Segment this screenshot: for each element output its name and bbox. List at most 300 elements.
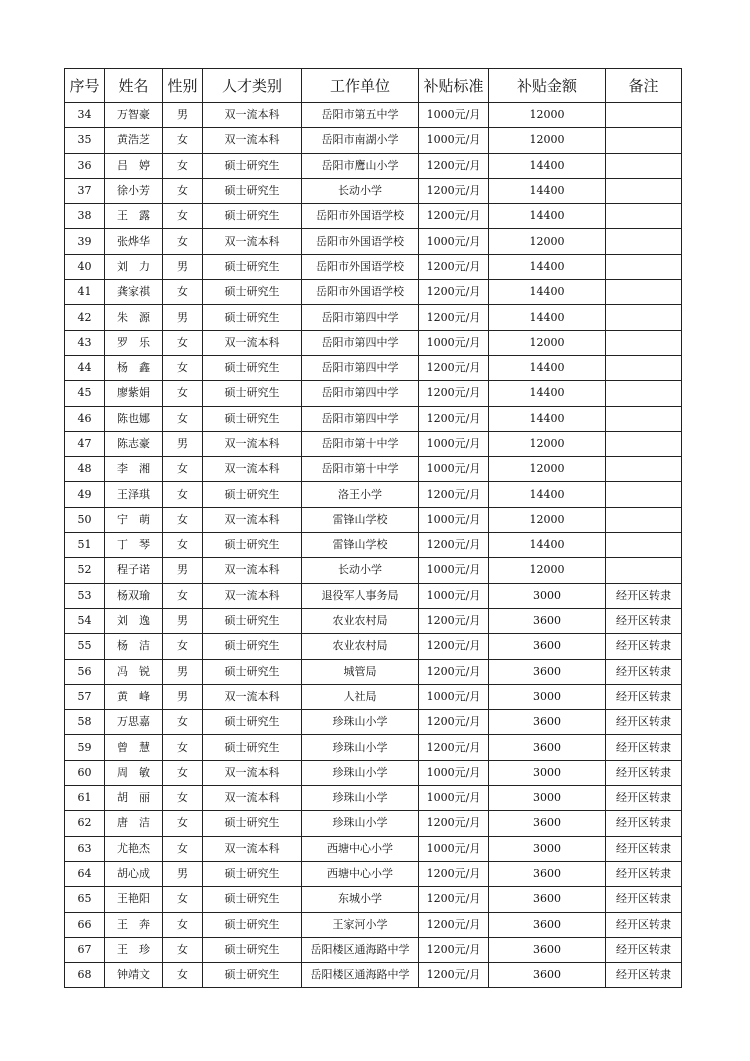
cell-name: 曾 慧	[105, 735, 163, 760]
cell-name: 杨 洁	[105, 634, 163, 659]
cell-index: 40	[65, 254, 105, 279]
cell-work-unit: 珍珠山小学	[302, 710, 419, 735]
cell-name: 张烨华	[105, 229, 163, 254]
cell-gender: 女	[163, 178, 203, 203]
cell-talent-category: 硕士研究生	[203, 887, 302, 912]
header-subsidy-amount: 补贴金额	[489, 69, 606, 103]
cell-name: 陈也娜	[105, 406, 163, 431]
cell-talent-category: 硕士研究生	[203, 254, 302, 279]
cell-name: 尤艳杰	[105, 836, 163, 861]
cell-remarks: 经开区转隶	[606, 684, 682, 709]
cell-talent-category: 双一流本科	[203, 558, 302, 583]
cell-name: 万思嘉	[105, 710, 163, 735]
cell-subsidy-amount: 12000	[489, 507, 606, 532]
header-work-unit: 工作单位	[302, 69, 419, 103]
cell-subsidy-amount: 12000	[489, 457, 606, 482]
table-row	[65, 229, 682, 254]
cell-index: 38	[65, 204, 105, 229]
cell-subsidy-standard: 1000元/月	[419, 103, 489, 128]
cell-remarks	[606, 254, 682, 279]
cell-subsidy-standard: 1200元/月	[419, 482, 489, 507]
cell-index: 64	[65, 861, 105, 886]
cell-subsidy-amount: 14400	[489, 280, 606, 305]
cell-name: 胡 丽	[105, 786, 163, 811]
cell-talent-category: 双一流本科	[203, 507, 302, 532]
cell-index: 46	[65, 406, 105, 431]
cell-subsidy-amount: 12000	[489, 128, 606, 153]
table-row	[65, 406, 682, 431]
cell-name: 龚家祺	[105, 280, 163, 305]
cell-name: 杨双瑜	[105, 583, 163, 608]
cell-talent-category: 双一流本科	[203, 330, 302, 355]
subsidy-roster-table	[64, 68, 682, 988]
table-row	[65, 103, 682, 128]
cell-work-unit: 农业农村局	[302, 608, 419, 633]
cell-gender: 女	[163, 634, 203, 659]
cell-index: 41	[65, 280, 105, 305]
cell-remarks	[606, 482, 682, 507]
cell-name: 刘 逸	[105, 608, 163, 633]
header-name: 姓名	[105, 69, 163, 103]
cell-name: 王泽琪	[105, 482, 163, 507]
cell-talent-category: 硕士研究生	[203, 204, 302, 229]
cell-index: 52	[65, 558, 105, 583]
table-row	[65, 254, 682, 279]
cell-gender: 女	[163, 406, 203, 431]
cell-subsidy-standard: 1200元/月	[419, 280, 489, 305]
cell-gender: 男	[163, 861, 203, 886]
cell-name: 唐 洁	[105, 811, 163, 836]
cell-gender: 男	[163, 558, 203, 583]
cell-talent-category: 硕士研究生	[203, 406, 302, 431]
cell-name: 王 奔	[105, 912, 163, 937]
header-gender: 性别	[163, 69, 203, 103]
cell-subsidy-amount: 3000	[489, 786, 606, 811]
cell-subsidy-amount: 3600	[489, 608, 606, 633]
cell-subsidy-amount: 14400	[489, 381, 606, 406]
table-row	[65, 204, 682, 229]
cell-work-unit: 岳阳市第五中学	[302, 103, 419, 128]
cell-gender: 女	[163, 229, 203, 254]
cell-subsidy-standard: 1200元/月	[419, 659, 489, 684]
cell-subsidy-amount: 3000	[489, 836, 606, 861]
cell-index: 48	[65, 457, 105, 482]
cell-work-unit: 人社局	[302, 684, 419, 709]
cell-remarks	[606, 457, 682, 482]
cell-work-unit: 岳阳楼区通海路中学	[302, 937, 419, 962]
cell-subsidy-standard: 1200元/月	[419, 963, 489, 988]
cell-gender: 女	[163, 583, 203, 608]
cell-subsidy-amount: 14400	[489, 305, 606, 330]
cell-remarks	[606, 204, 682, 229]
cell-work-unit: 岳阳市第十中学	[302, 431, 419, 456]
cell-work-unit: 岳阳市第四中学	[302, 406, 419, 431]
cell-index: 51	[65, 533, 105, 558]
cell-name: 刘 力	[105, 254, 163, 279]
cell-index: 68	[65, 963, 105, 988]
cell-work-unit: 岳阳市外国语学校	[302, 229, 419, 254]
cell-gender: 女	[163, 786, 203, 811]
cell-talent-category: 硕士研究生	[203, 178, 302, 203]
cell-subsidy-standard: 1200元/月	[419, 381, 489, 406]
cell-index: 67	[65, 937, 105, 962]
cell-subsidy-standard: 1200元/月	[419, 178, 489, 203]
table-row	[65, 305, 682, 330]
cell-subsidy-amount: 12000	[489, 558, 606, 583]
cell-name: 丁 琴	[105, 533, 163, 558]
cell-subsidy-amount: 3000	[489, 583, 606, 608]
cell-subsidy-amount: 3600	[489, 634, 606, 659]
cell-work-unit: 雷锋山学校	[302, 507, 419, 532]
cell-subsidy-amount: 12000	[489, 431, 606, 456]
cell-gender: 女	[163, 912, 203, 937]
cell-gender: 女	[163, 710, 203, 735]
cell-index: 60	[65, 760, 105, 785]
cell-subsidy-amount: 3000	[489, 684, 606, 709]
cell-talent-category: 硕士研究生	[203, 659, 302, 684]
cell-subsidy-standard: 1000元/月	[419, 330, 489, 355]
table-row	[65, 608, 682, 633]
cell-subsidy-standard: 1200元/月	[419, 735, 489, 760]
cell-remarks	[606, 355, 682, 380]
cell-work-unit: 洛王小学	[302, 482, 419, 507]
cell-work-unit: 岳阳市外国语学校	[302, 280, 419, 305]
cell-remarks: 经开区转隶	[606, 786, 682, 811]
cell-work-unit: 岳阳楼区通海路中学	[302, 963, 419, 988]
cell-work-unit: 长动小学	[302, 178, 419, 203]
cell-subsidy-amount: 12000	[489, 330, 606, 355]
cell-talent-category: 双一流本科	[203, 836, 302, 861]
cell-name: 宁 萌	[105, 507, 163, 532]
cell-gender: 女	[163, 507, 203, 532]
cell-gender: 女	[163, 457, 203, 482]
table-row	[65, 659, 682, 684]
cell-work-unit: 珍珠山小学	[302, 735, 419, 760]
cell-name: 朱 源	[105, 305, 163, 330]
cell-work-unit: 退役军人事务局	[302, 583, 419, 608]
cell-gender: 男	[163, 684, 203, 709]
table-row	[65, 583, 682, 608]
cell-remarks	[606, 533, 682, 558]
cell-remarks: 经开区转隶	[606, 811, 682, 836]
cell-gender: 女	[163, 381, 203, 406]
cell-subsidy-amount: 3600	[489, 710, 606, 735]
cell-talent-category: 硕士研究生	[203, 482, 302, 507]
cell-remarks: 经开区转隶	[606, 608, 682, 633]
cell-work-unit: 岳阳市第四中学	[302, 330, 419, 355]
cell-talent-category: 双一流本科	[203, 583, 302, 608]
cell-subsidy-standard: 1200元/月	[419, 811, 489, 836]
cell-talent-category: 双一流本科	[203, 457, 302, 482]
cell-work-unit: 岳阳市第四中学	[302, 381, 419, 406]
table-row	[65, 457, 682, 482]
cell-subsidy-standard: 1200元/月	[419, 406, 489, 431]
table-row	[65, 684, 682, 709]
cell-remarks: 经开区转隶	[606, 887, 682, 912]
cell-index: 62	[65, 811, 105, 836]
cell-work-unit: 珍珠山小学	[302, 811, 419, 836]
cell-name: 李 湘	[105, 457, 163, 482]
cell-talent-category: 硕士研究生	[203, 912, 302, 937]
cell-talent-category: 硕士研究生	[203, 355, 302, 380]
cell-talent-category: 硕士研究生	[203, 608, 302, 633]
cell-index: 54	[65, 608, 105, 633]
cell-remarks	[606, 103, 682, 128]
table-row	[65, 280, 682, 305]
cell-subsidy-standard: 1000元/月	[419, 507, 489, 532]
cell-talent-category: 硕士研究生	[203, 305, 302, 330]
cell-index: 47	[65, 431, 105, 456]
cell-subsidy-standard: 1200元/月	[419, 204, 489, 229]
cell-remarks	[606, 280, 682, 305]
cell-remarks: 经开区转隶	[606, 861, 682, 886]
cell-gender: 女	[163, 811, 203, 836]
cell-name: 廖紫娟	[105, 381, 163, 406]
cell-subsidy-amount: 14400	[489, 482, 606, 507]
table-row	[65, 887, 682, 912]
cell-subsidy-amount: 3600	[489, 659, 606, 684]
header-index: 序号	[65, 69, 105, 103]
cell-subsidy-standard: 1200元/月	[419, 861, 489, 886]
cell-name: 陈志豪	[105, 431, 163, 456]
cell-subsidy-standard: 1200元/月	[419, 710, 489, 735]
cell-remarks: 经开区转隶	[606, 583, 682, 608]
cell-subsidy-standard: 1200元/月	[419, 355, 489, 380]
cell-index: 57	[65, 684, 105, 709]
cell-name: 王 露	[105, 204, 163, 229]
cell-name: 罗 乐	[105, 330, 163, 355]
cell-gender: 女	[163, 280, 203, 305]
cell-gender: 女	[163, 204, 203, 229]
cell-work-unit: 岳阳市第四中学	[302, 305, 419, 330]
table-row	[65, 786, 682, 811]
cell-talent-category: 硕士研究生	[203, 937, 302, 962]
cell-gender: 男	[163, 659, 203, 684]
table-row	[65, 811, 682, 836]
cell-work-unit: 长动小学	[302, 558, 419, 583]
header-remarks: 备注	[606, 69, 682, 103]
cell-subsidy-amount: 14400	[489, 533, 606, 558]
cell-subsidy-amount: 3600	[489, 811, 606, 836]
cell-subsidy-standard: 1000元/月	[419, 583, 489, 608]
cell-name: 王 珍	[105, 937, 163, 962]
cell-work-unit: 农业农村局	[302, 634, 419, 659]
table-row	[65, 482, 682, 507]
table-row	[65, 330, 682, 355]
header-talent-category: 人才类别	[203, 69, 302, 103]
table-row	[65, 507, 682, 532]
cell-remarks: 经开区转隶	[606, 735, 682, 760]
cell-talent-category: 双一流本科	[203, 229, 302, 254]
cell-gender: 男	[163, 254, 203, 279]
cell-gender: 女	[163, 153, 203, 178]
cell-index: 50	[65, 507, 105, 532]
cell-index: 44	[65, 355, 105, 380]
table-header-row	[65, 69, 682, 103]
cell-index: 55	[65, 634, 105, 659]
cell-remarks	[606, 128, 682, 153]
cell-remarks: 经开区转隶	[606, 937, 682, 962]
cell-subsidy-standard: 1000元/月	[419, 229, 489, 254]
cell-index: 49	[65, 482, 105, 507]
cell-name: 程子诺	[105, 558, 163, 583]
table-row	[65, 355, 682, 380]
cell-subsidy-amount: 3600	[489, 937, 606, 962]
cell-gender: 女	[163, 128, 203, 153]
cell-talent-category: 硕士研究生	[203, 153, 302, 178]
table-row	[65, 558, 682, 583]
cell-index: 63	[65, 836, 105, 861]
cell-subsidy-standard: 1200元/月	[419, 937, 489, 962]
table-row	[65, 178, 682, 203]
cell-remarks: 经开区转隶	[606, 836, 682, 861]
cell-talent-category: 硕士研究生	[203, 963, 302, 988]
cell-remarks	[606, 558, 682, 583]
cell-gender: 女	[163, 836, 203, 861]
cell-remarks	[606, 178, 682, 203]
cell-talent-category: 双一流本科	[203, 684, 302, 709]
cell-subsidy-standard: 1000元/月	[419, 760, 489, 785]
cell-remarks: 经开区转隶	[606, 634, 682, 659]
cell-work-unit: 岳阳市外国语学校	[302, 254, 419, 279]
cell-index: 66	[65, 912, 105, 937]
cell-subsidy-standard: 1000元/月	[419, 558, 489, 583]
cell-gender: 女	[163, 482, 203, 507]
header-subsidy-standard: 补贴标准	[419, 69, 489, 103]
cell-talent-category: 硕士研究生	[203, 634, 302, 659]
cell-gender: 女	[163, 330, 203, 355]
cell-subsidy-standard: 1200元/月	[419, 305, 489, 330]
cell-remarks: 经开区转隶	[606, 912, 682, 937]
cell-remarks: 经开区转隶	[606, 963, 682, 988]
table-row	[65, 381, 682, 406]
cell-work-unit: 东城小学	[302, 887, 419, 912]
cell-name: 钟靖文	[105, 963, 163, 988]
cell-index: 37	[65, 178, 105, 203]
cell-remarks	[606, 229, 682, 254]
table-row	[65, 153, 682, 178]
cell-index: 43	[65, 330, 105, 355]
cell-work-unit: 城管局	[302, 659, 419, 684]
cell-subsidy-standard: 1200元/月	[419, 634, 489, 659]
cell-work-unit: 岳阳市鹰山小学	[302, 153, 419, 178]
cell-name: 周 敏	[105, 760, 163, 785]
table-row	[65, 710, 682, 735]
cell-subsidy-amount: 14400	[489, 254, 606, 279]
cell-work-unit: 雷锋山学校	[302, 533, 419, 558]
cell-gender: 男	[163, 103, 203, 128]
cell-subsidy-amount: 3600	[489, 963, 606, 988]
cell-index: 36	[65, 153, 105, 178]
cell-talent-category: 双一流本科	[203, 786, 302, 811]
cell-gender: 女	[163, 735, 203, 760]
cell-subsidy-standard: 1200元/月	[419, 153, 489, 178]
cell-talent-category: 硕士研究生	[203, 861, 302, 886]
cell-talent-category: 硕士研究生	[203, 811, 302, 836]
cell-talent-category: 硕士研究生	[203, 735, 302, 760]
cell-work-unit: 西塘中心小学	[302, 836, 419, 861]
cell-talent-category: 双一流本科	[203, 431, 302, 456]
cell-subsidy-amount: 3600	[489, 735, 606, 760]
cell-subsidy-amount: 3600	[489, 861, 606, 886]
cell-name: 万智豪	[105, 103, 163, 128]
cell-index: 45	[65, 381, 105, 406]
cell-index: 53	[65, 583, 105, 608]
cell-index: 58	[65, 710, 105, 735]
table-row	[65, 431, 682, 456]
cell-gender: 男	[163, 431, 203, 456]
cell-talent-category: 硕士研究生	[203, 533, 302, 558]
cell-subsidy-standard: 1200元/月	[419, 533, 489, 558]
cell-subsidy-amount: 14400	[489, 178, 606, 203]
cell-index: 61	[65, 786, 105, 811]
cell-subsidy-amount: 14400	[489, 204, 606, 229]
cell-talent-category: 硕士研究生	[203, 381, 302, 406]
table-row	[65, 128, 682, 153]
cell-name: 王艳阳	[105, 887, 163, 912]
cell-name: 黄浩芝	[105, 128, 163, 153]
cell-index: 65	[65, 887, 105, 912]
cell-remarks	[606, 406, 682, 431]
cell-talent-category: 双一流本科	[203, 128, 302, 153]
cell-gender: 男	[163, 608, 203, 633]
cell-work-unit: 岳阳市第十中学	[302, 457, 419, 482]
cell-gender: 女	[163, 533, 203, 558]
table-body	[65, 103, 682, 988]
table-row	[65, 735, 682, 760]
cell-remarks	[606, 507, 682, 532]
cell-name: 杨 鑫	[105, 355, 163, 380]
table-row	[65, 937, 682, 962]
cell-subsidy-standard: 1200元/月	[419, 912, 489, 937]
cell-subsidy-amount: 3600	[489, 912, 606, 937]
cell-subsidy-standard: 1200元/月	[419, 608, 489, 633]
cell-name: 黄 峰	[105, 684, 163, 709]
cell-index: 42	[65, 305, 105, 330]
cell-subsidy-standard: 1000元/月	[419, 684, 489, 709]
cell-gender: 女	[163, 963, 203, 988]
cell-subsidy-standard: 1000元/月	[419, 128, 489, 153]
cell-subsidy-standard: 1000元/月	[419, 431, 489, 456]
cell-remarks	[606, 153, 682, 178]
cell-index: 35	[65, 128, 105, 153]
cell-work-unit: 珍珠山小学	[302, 786, 419, 811]
cell-talent-category: 硕士研究生	[203, 280, 302, 305]
cell-index: 39	[65, 229, 105, 254]
cell-subsidy-amount: 3000	[489, 760, 606, 785]
table-row	[65, 912, 682, 937]
cell-remarks	[606, 381, 682, 406]
cell-name: 徐小芳	[105, 178, 163, 203]
cell-work-unit: 西塘中心小学	[302, 861, 419, 886]
table-row	[65, 634, 682, 659]
table-row	[65, 760, 682, 785]
cell-gender: 女	[163, 760, 203, 785]
cell-name: 胡心成	[105, 861, 163, 886]
cell-work-unit: 岳阳市第四中学	[302, 355, 419, 380]
cell-index: 59	[65, 735, 105, 760]
cell-talent-category: 双一流本科	[203, 760, 302, 785]
cell-gender: 女	[163, 355, 203, 380]
cell-name: 吕 婷	[105, 153, 163, 178]
table-row	[65, 861, 682, 886]
cell-subsidy-standard: 1000元/月	[419, 786, 489, 811]
cell-index: 34	[65, 103, 105, 128]
cell-work-unit: 岳阳市南湖小学	[302, 128, 419, 153]
cell-subsidy-standard: 1200元/月	[419, 254, 489, 279]
cell-subsidy-standard: 1200元/月	[419, 887, 489, 912]
cell-remarks: 经开区转隶	[606, 710, 682, 735]
